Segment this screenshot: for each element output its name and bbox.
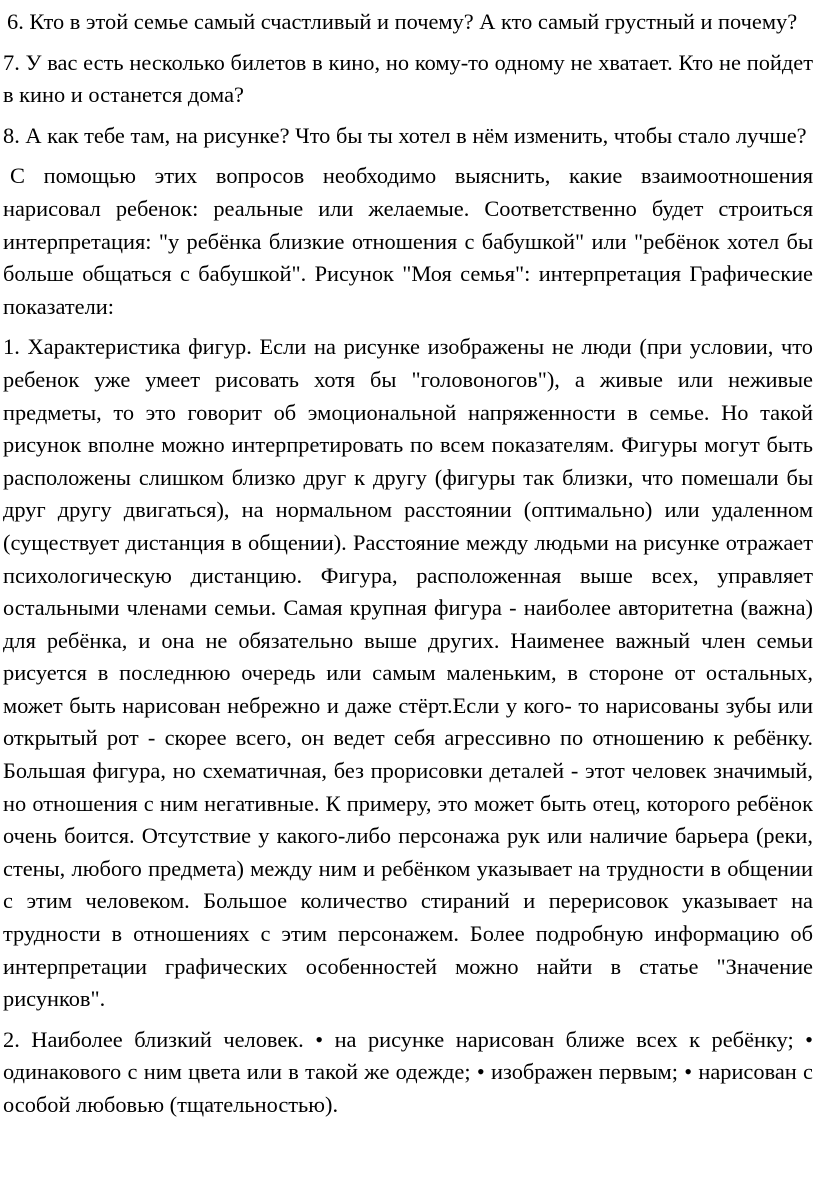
paragraph-closest-person: 2. Наиболее близкий человек. • на рисунке нарисован ближе всех к ребёнку; • одинакового с ним цвета или в такой же одежде; • изображен первым; • нарисован с особой любовью (тщательностью). <box>3 1026 813 1117</box>
paragraph-figure-characteristics: 1. Характеристика фигур. Если на рисунке изображены не люди (при условии, что ребенок уже умеет рисовать хотя бы "головоногов"), а живые или неживые предметы, то это говорит об эмоциональной напряженности в семье. Но такой рисунок вполне можно интерпретировать по всем показателям. Фигуры могут быть расположены слишком близко друг к другу (фигуры так близки, что помешали бы друг другу двигаться), на нормальном расстоянии (оптимально) или удаленном (существует дистанция в общении). Расстояние между людьми на рисунке отражает психологическую дистанцию. Фигура, расположенная выше всех, управляет остальными членами семьи. Самая крупная фигура - наиболее авторитетна (важна) для ребёнка, и она не обязательно выше других. Наименее важный член семьи рисуется в последнюю очередь или самым маленьким, в стороне от остальных, может быть нарисован небрежно и даже стёрт.Если у кого- то нарисованы зубы или открытый рот - скорее всего, он ведет себя агрессивно по отношению к ребёнку. Большая фигура, но схематичная, без прорисовки деталей - этот человек значимый, но отношения с ним негативные. К примеру, это может быть отец, которого ребёнок очень боится. Отсутствие у какого-либо персонажа рук или наличие барьера (реки, стены, любого предмета) между ним и ребёнком указывает на трудности в общении с этим человеком. Большое количество стираний и перерисовок указывает на трудности в отношениях с этим персонажем. Более подробную информацию об интерпретации графических особенностей можно найти в статье "Значение рисунков". <box>3 334 813 1012</box>
paragraph-question-7: 7. У вас есть несколько билетов в кино, но кому-то одному не хватает. Кто не пойдет в кино и останется дома? <box>3 49 813 108</box>
paragraph-interpretation-intro: С помощью этих вопросов необходимо выяснить, какие взаимоотношения нарисовал ребенок: реальные или желаемые. Соответственно будет строиться интерпретация: "у ребёнка близкие отношения с бабушкой" или "ребёнок хотел бы больше общаться с бабушкой". Рисунок "Моя семья": интерпретация Графические показатели: <box>3 163 813 319</box>
paragraph-question-6: 6. Кто в этой семье самый счастливый и почему? А кто самый грустный и почему? <box>7 9 798 34</box>
paragraph-question-8: 8. А как тебе там, на рисунке? Что бы ты хотел в нём изменить, чтобы стало лучше? <box>3 122 807 148</box>
